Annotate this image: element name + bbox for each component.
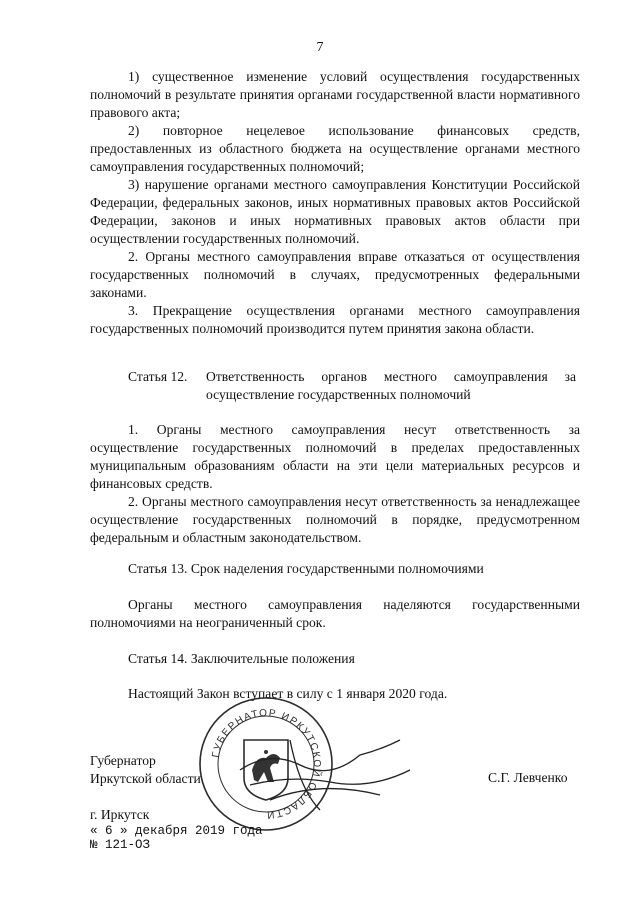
svg-text:ГУБЕРНАТОР ИРКУТСКОЙ ОБЛАСТИ: ГУБЕРНАТОР ИРКУТСКОЙ ОБЛАСТИ — [210, 707, 323, 821]
article-12-heading — [128, 368, 580, 404]
paragraph: 2) повторное нецелевое использование финансовых средств, предоставленных из областного бюджета на осуществление органами местного самоуправления государственных полномочий; — [90, 123, 580, 174]
article-14-body: Настоящий Закон вступает в силу с 1 января 2020 года. — [128, 686, 448, 701]
signing-city: г. Иркутск — [90, 807, 150, 822]
signing-date: « 6 » декабря 2019 года — [90, 824, 263, 838]
article-12-title: Ответственность органов местного самоуправления за осуществление государственных полномочий — [206, 369, 576, 402]
article-13-heading: Статья 13. Срок наделения государственными полномочиями — [128, 561, 484, 576]
paragraph: 2. Органы местного самоуправления несут ответственность за ненадлежащее осуществление государственных полномочий в порядке, предусмотренном федеральным и областным законодательством. — [90, 494, 580, 545]
page-number: 7 — [316, 40, 324, 55]
paragraph: 3) нарушение органами местного самоуправления Конституции Российской Федерации, федеральных законов, иных нормативных правовых актов Российской Федерации, законов и иных нормативных правовых актов области при осуществлении государственных полномочий. — [90, 177, 580, 246]
paragraph: 1) существенное изменение условий осуществления государственных полномочий в результате принятия органами государственной власти нормативного правового акта; — [90, 69, 580, 120]
paragraph: 1. Органы местного самоуправления несут ответственность за осуществление государственных полномочий в пределах предоставленных муниципальным образованиям области на эти цели материальных ресурсов и финансовых средств. — [90, 422, 580, 491]
signatory-name: С.Г. Левченко — [488, 770, 568, 785]
signatory-position — [90, 752, 201, 788]
paragraph: 2. Органы местного самоуправления вправе отказаться от осуществления государственных полномочий в случаях, предусмотренных федеральными законами. — [90, 249, 580, 300]
position-line-1: Губернатор — [90, 753, 156, 768]
article-14-heading: Статья 14. Заключительные положения — [128, 651, 355, 666]
handwritten-signature — [230, 710, 420, 830]
article-12-label: Статья 12. — [128, 369, 188, 384]
paragraph: Органы местного самоуправления наделяются государственными полномочиями на неограниченный срок. — [90, 597, 580, 630]
article-12-body — [90, 421, 580, 547]
paragraph: 3. Прекращение осуществления органами местного самоуправления государственных полномочий производится путем принятия закона области. — [90, 303, 580, 336]
body-text-top — [90, 68, 580, 338]
position-line-2: Иркутской области — [90, 771, 201, 786]
law-number: № 121-ОЗ — [90, 838, 151, 852]
article-13-body — [90, 596, 580, 632]
